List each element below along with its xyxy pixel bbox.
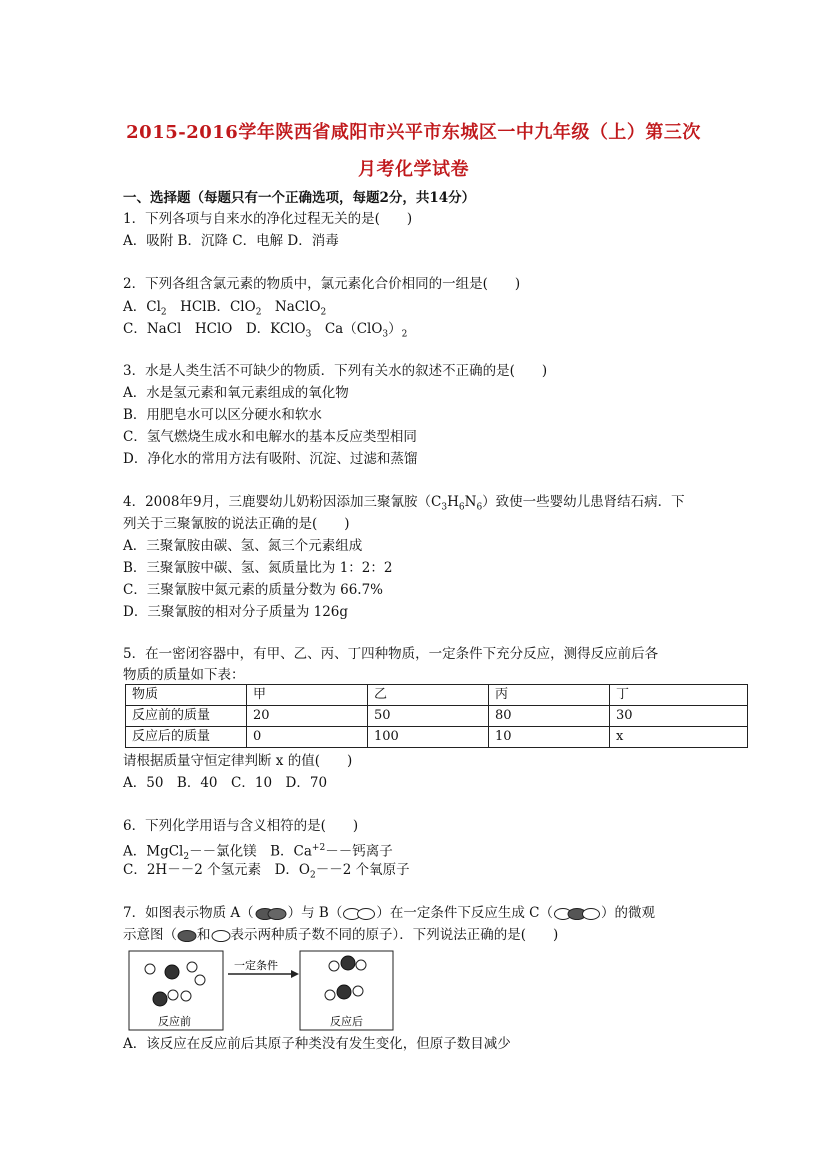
table-cell: 物质 <box>126 685 247 706</box>
table-cell: 丙 <box>489 685 610 706</box>
dark-atom-icon <box>177 929 197 943</box>
q1-options: A．吸附 B．沉降 C．电解 D．消毒 <box>123 233 339 249</box>
table-cell: 20 <box>247 706 368 727</box>
q4-stem-line1: 4．2008年9月，三鹿婴幼儿奶粉因添加三聚氰胺$(C_3H_6N_6)$致使一些婴幼儿患肾结石病．下 <box>123 494 685 513</box>
condition-label: 一定条件 <box>234 960 278 972</box>
q2-option-ab: A．$Cl_2$ HClB．ClO$_2$ NaClO$_2$ <box>123 299 327 318</box>
q6-stem: 6．下列化学用语与含义相符的是( ) <box>123 818 359 834</box>
q4-stem-line2: 列关于三聚氰胺的说法正确的是( ) <box>123 516 350 532</box>
table-cell: 50 <box>368 706 489 727</box>
q5-stem-line1: 5．在一密闭容器中，有甲、乙、丙、丁四种物质，一定条件下充分反应，测得反应前后各 <box>123 646 659 662</box>
table-cell: 反应前的质量 <box>126 706 247 727</box>
before-label: 反应前 <box>158 1016 191 1028</box>
q2-stem: 2．下列各组含氯元素的物质中，氯元素化合价相同的一组是( ) <box>123 276 521 292</box>
table-cell: 乙 <box>368 685 489 706</box>
q4-option-c: C．三聚氰胺中氮元素的质量分数为 66.7% <box>123 582 384 598</box>
arrow-head-icon <box>291 970 299 978</box>
q5-question: 请根据质量守恒定律判断 x 的值( ) <box>123 753 353 769</box>
section-heading: 一、选择题（每题只有一个正确选项，每题2分，共14分） <box>123 190 476 206</box>
q6-option-cd: C．2H－－2 个氢元素 D．$O_2--2$ 个氧原子 <box>123 862 410 881</box>
q4-option-d: D．三聚氰胺的相对分子质量为 126g <box>123 604 349 620</box>
molecule-a-icon <box>254 907 288 921</box>
molecule-c-icon <box>553 907 601 921</box>
table-cell: 0 <box>247 727 368 748</box>
reaction-diagram <box>128 950 396 1032</box>
q3-option-a: A．水是氢元素和氧元素组成的氧化物 <box>123 385 349 401</box>
q5-mass-table <box>125 684 748 748</box>
q5-stem-line2: 物质的质量如下表： <box>123 667 245 683</box>
light-atom-icon <box>211 929 231 943</box>
exam-title-line2: 月考化学试卷 <box>358 159 469 180</box>
table-cell: 30 <box>610 706 748 727</box>
table-row <box>126 727 748 748</box>
q1-stem: 1．下列各项与自来水的净化过程无关的是( ) <box>123 211 413 227</box>
table-cell: 10 <box>489 727 610 748</box>
table-row <box>126 706 748 727</box>
exam-title-line1: 2015-2016学年陕西省咸阳市兴平市东城区一中九年级（上）第三次 <box>126 122 701 143</box>
q7-stem-line2: 示意图（ 和 表示两种质子数不同的原子）．下列说法正确的是( ) <box>123 927 559 943</box>
q3-option-b: B．用肥皂水可以区分硬水和软水 <box>123 407 322 423</box>
q4-option-b: B．三聚氰胺中碳、氢、氮质量比为 1：2：2 <box>123 560 393 576</box>
q3-option-d: D．净化水的常用方法有吸附、沉淀、过滤和蒸馏 <box>123 451 418 467</box>
q3-stem: 3．水是人类生活不可缺少的物质．下列有关水的叙述不正确的是( ) <box>123 363 548 379</box>
q5-options: A．50 B．40 C．10 D．70 <box>123 775 328 791</box>
table-cell: 反应后的质量 <box>126 727 247 748</box>
table-cell: 80 <box>489 706 610 727</box>
q7-stem-line1: 7．如图表示物质 A（ ）与 B（ ）在一定条件下反应生成 C（ ）的微观 <box>123 905 655 921</box>
q7-option-a: A．该反应在反应前后其原子种类没有发生变化，但原子数目减少 <box>123 1036 511 1052</box>
table-cell: 丁 <box>610 685 748 706</box>
after-label: 反应后 <box>330 1016 363 1028</box>
table-cell: 甲 <box>247 685 368 706</box>
molecule-b-icon <box>342 907 376 921</box>
q6-option-ab: A．MgCl$_2$－－氯化镁 B．$Ca^{+2}--$钙离子 <box>123 843 393 863</box>
q2-option-cd: C．NaCl HClO D．KClO$_3$ $Ca(ClO_3)_2$ <box>123 321 408 340</box>
q4-option-a: A．三聚氰胺由碳、氢、氮三个元素组成 <box>123 538 363 554</box>
q3-option-c: C．氢气燃烧生成水和电解水的基本反应类型相同 <box>123 429 417 445</box>
table-cell: x <box>610 727 748 748</box>
table-row <box>126 685 748 706</box>
table-cell: 100 <box>368 727 489 748</box>
